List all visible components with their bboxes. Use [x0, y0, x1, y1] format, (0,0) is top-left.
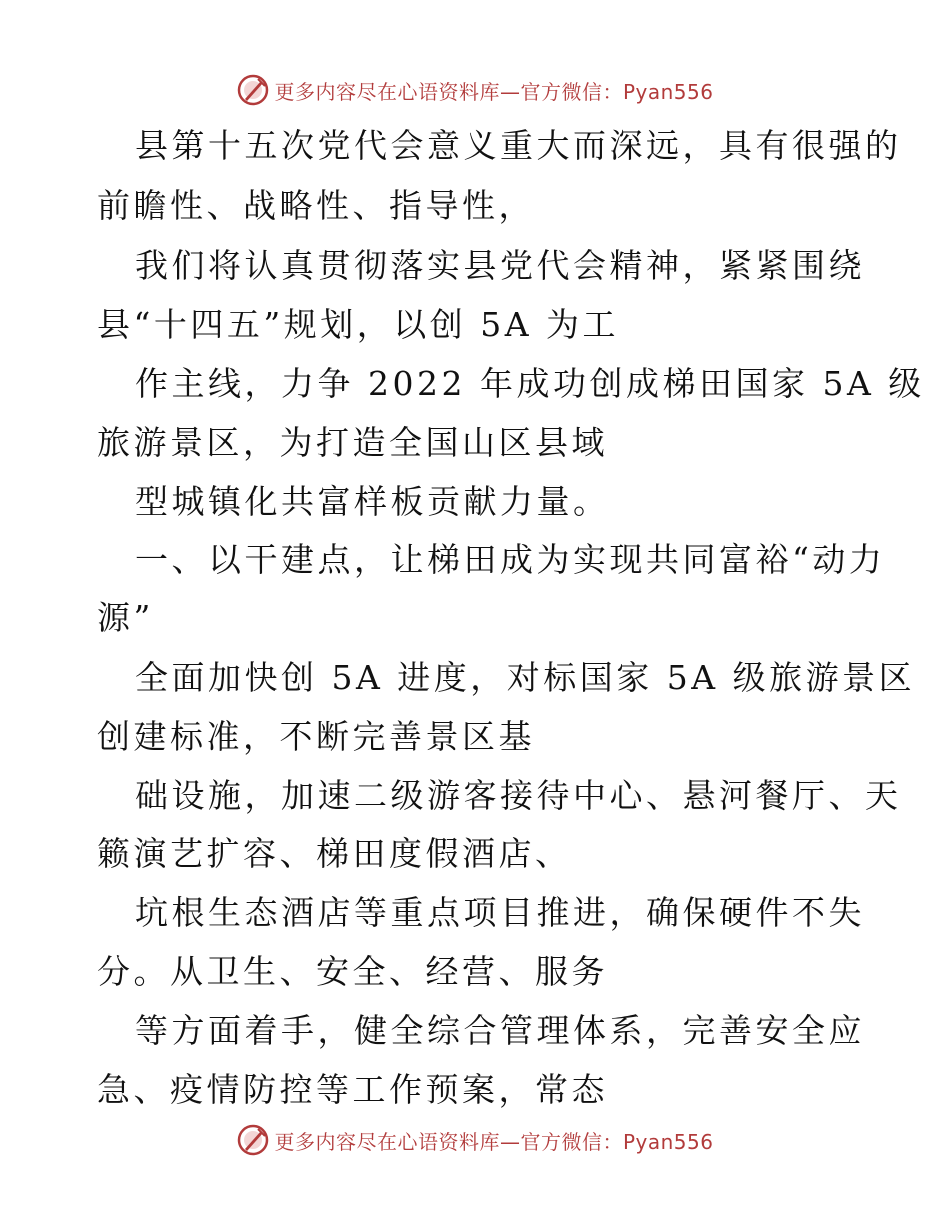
header-banner-text: 更多内容尽在心语资料库—官方微信：Pyan556: [274, 79, 714, 104]
body-line: 急、疫情防控等工作预案，常态: [97, 1070, 608, 1109]
body-line: 籁演艺扩容、梯田度假酒店、: [97, 834, 572, 873]
body-line: 全面加快创 5A 进度，对标国家 5A 级旅游景区: [135, 658, 916, 697]
body-line: 创建标准，不断完善景区基: [97, 717, 535, 756]
body-line: 前瞻性、战略性、指导性，: [97, 186, 535, 225]
body-line: 作主线，力争 2022 年成功创成梯田国家 5A 级: [135, 364, 925, 403]
body-line: 旅游景区，为打造全国山区县域: [97, 423, 608, 462]
body-line: 型城镇化共富样板贡献力量。: [135, 482, 610, 521]
body-line: 县“十四五”规划，以创 5A 为工: [97, 305, 620, 344]
section-heading: 一、以干建点，让梯田成为实现共同富裕“动力: [135, 540, 886, 579]
body-line: 础设施，加速二级游客接待中心、悬河餐厅、天: [135, 776, 902, 815]
body-line: 分。从卫生、安全、经营、服务: [97, 952, 608, 991]
footer-banner: [0, 1120, 950, 1160]
body-line: 我们将认真贯彻落实县党代会精神，紧紧围绕: [135, 246, 865, 285]
footer-banner-text: 更多内容尽在心语资料库—官方微信：Pyan556: [274, 1129, 714, 1154]
body-line: 县第十五次党代会意义重大而深远，具有很强的: [135, 126, 902, 165]
section-heading-continued: 源”: [97, 598, 154, 637]
body-line: 坑根生态酒店等重点项目推进，确保硬件不失: [135, 893, 865, 932]
body-line: 等方面着手，健全综合管理体系，完善安全应: [135, 1011, 865, 1050]
quill-pen-logo-icon: [236, 1123, 270, 1157]
